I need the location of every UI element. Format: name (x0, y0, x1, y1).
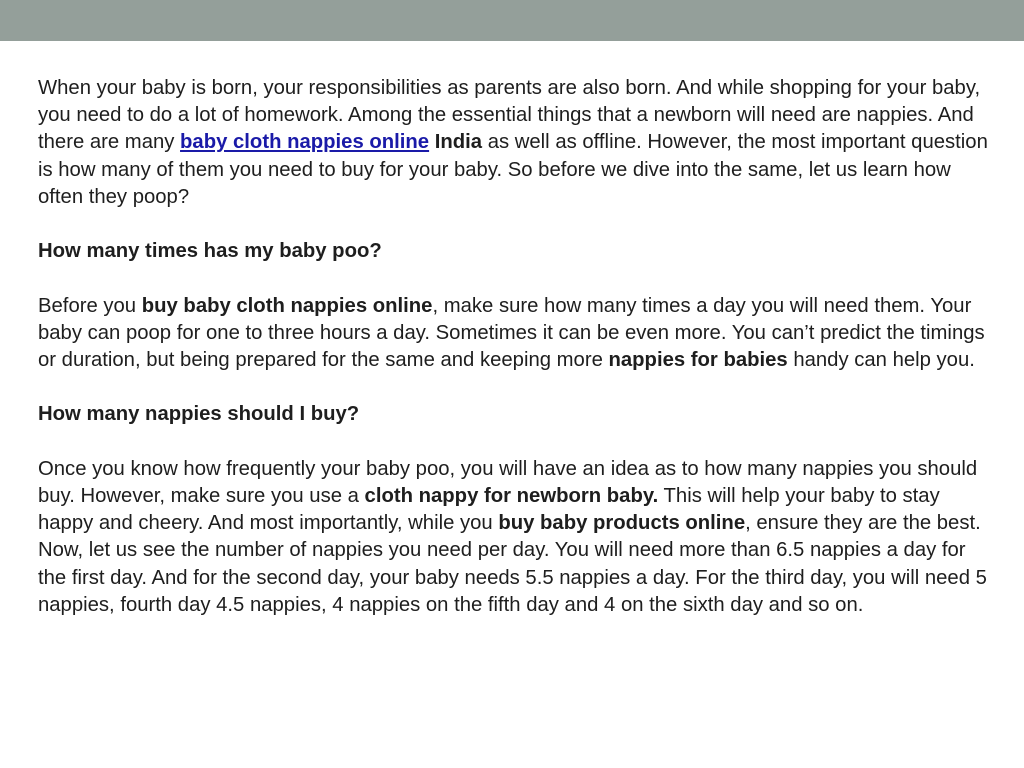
nappies-text-1: Once you know how frequently your baby poo, you will have an idea as to how many nappies you should buy. However, make sure you use a (38, 457, 978, 507)
spacer (38, 374, 998, 401)
nappies-paragraph (38, 456, 998, 619)
india-bold-text: India (434, 131, 483, 154)
spacer (38, 429, 998, 456)
cloth-nappy-newborn-bold: cloth nappy for newborn baby. (364, 484, 659, 507)
heading-poo-frequency-text: How many times has my baby poo? (38, 240, 382, 263)
intro-text-1: When your baby is born, your responsibilities as parents are also born. And while shopping for your baby, you need to do a lot of homework. Among the essential things that a newborn will need are nappies. And there are many (38, 77, 981, 154)
spacer (38, 265, 998, 292)
heading-how-many-nappies (38, 401, 998, 428)
heading-how-many-nappies-text: How many nappies should I buy? (38, 403, 360, 426)
nappies-for-babies-bold: nappies for babies (608, 349, 788, 371)
intro-paragraph (38, 75, 998, 211)
buy-baby-products-online-bold: buy baby products online (498, 512, 746, 535)
poo-text-1: Before you (38, 294, 142, 317)
nappies-text-3: , ensure they are the best. Now, let us see the number of nappies you need per day. You will need more than 6.5 nappies a day for the first day. And for the second day, your baby needs 5.5 nappies a day. For the third day, you will need 5 nappies, fourth day 4.5 nappies, 4 nappies on the fifth day and 4 on the sixth day and so on. (38, 512, 987, 616)
slide-body (38, 75, 998, 619)
poo-paragraph (38, 293, 998, 375)
poo-text-2: , make sure how many times a day you will need them. Your baby can poop for one to three hours a day. Sometimes it can be even more. You can’t predict the timings or duration, but being prepared for the same and keeping more (38, 294, 985, 371)
poo-text-3: handy can help you. (787, 349, 975, 371)
nappies-text-2: This will help your baby to stay happy and cheery. And most importantly, while you (38, 484, 940, 535)
heading-poo-frequency (38, 238, 998, 265)
baby-cloth-nappies-online-link[interactable]: baby cloth nappies online (180, 131, 430, 154)
top-bar (0, 0, 1024, 41)
buy-cloth-nappies-bold: buy baby cloth nappies online (141, 294, 433, 317)
intro-text-2: as well as offline. However, the most important question is how many of them you need to buy for your baby. So before we dive into the same, let us learn how often they poop? (38, 131, 988, 208)
spacer (38, 211, 998, 238)
